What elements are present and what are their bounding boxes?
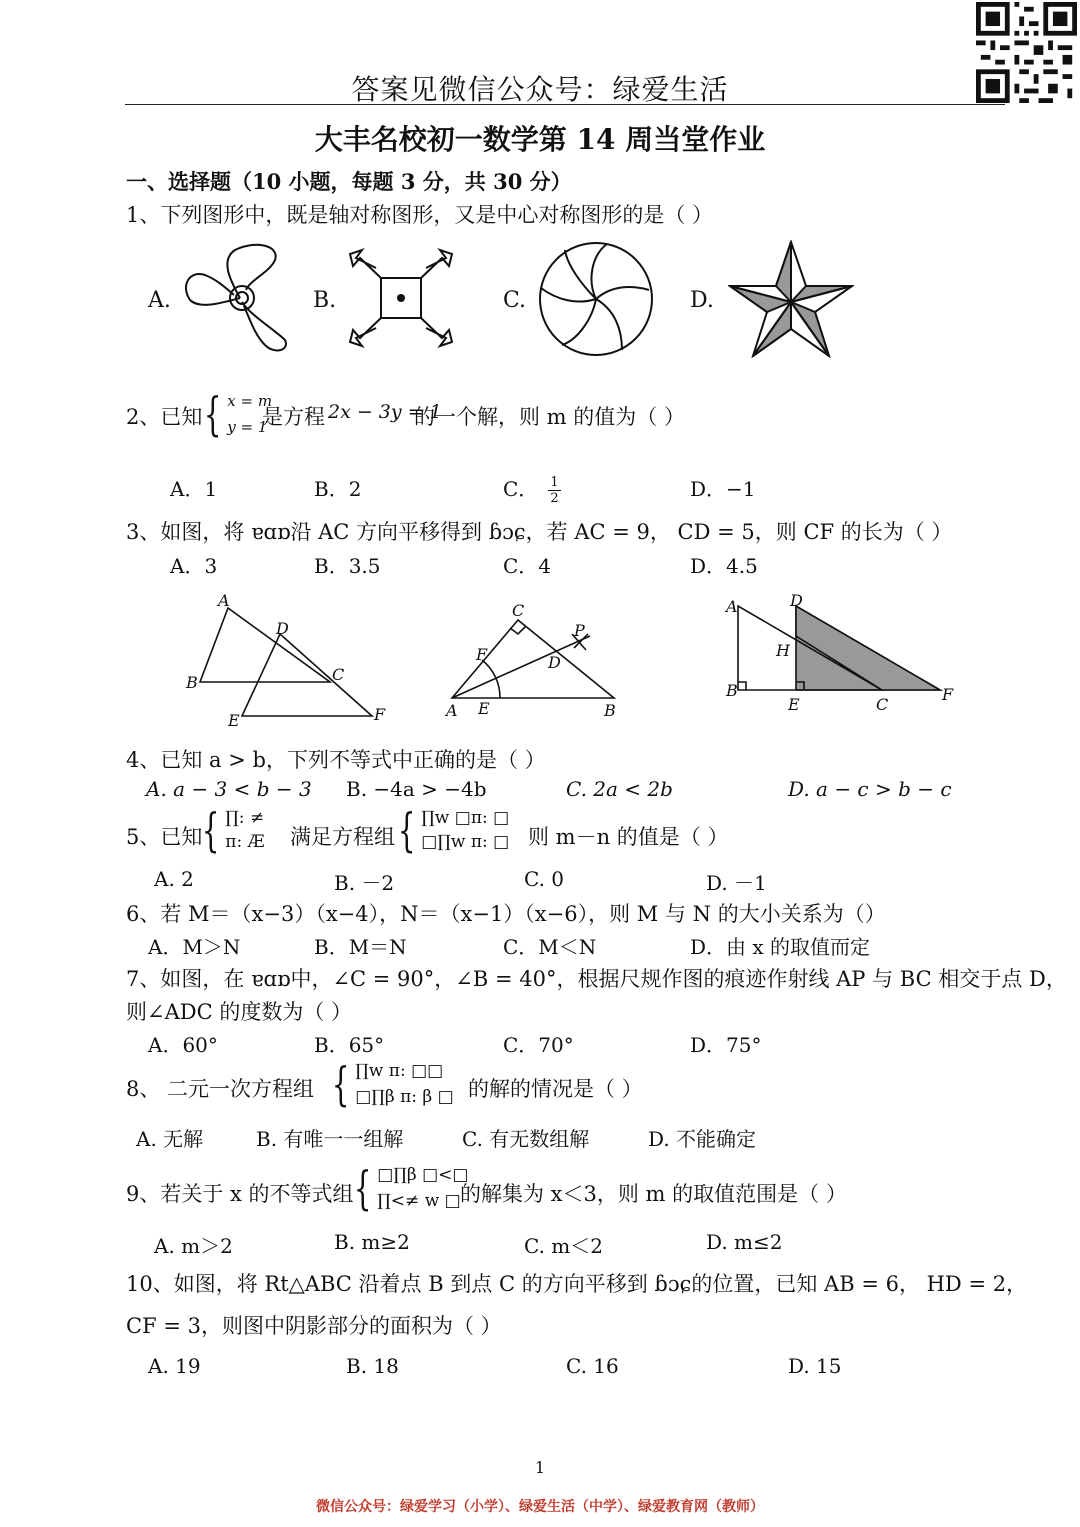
q7-option-a: A．60° <box>148 1033 218 1057</box>
q7-line2: 则∠ADC 的度数为（ ） <box>126 1000 353 1024</box>
fig7-label-b: B <box>604 701 616 720</box>
q3-option-c: C．4 <box>503 554 552 578</box>
q2-option-b: B．2 <box>314 477 362 501</box>
fig10-label-b: B <box>726 681 738 700</box>
q5-system-2: { ∏w □π: □ □∏w π: □ <box>397 803 510 857</box>
q10-option-c: C. 16 <box>566 1354 619 1378</box>
q5-system-1: { ∏: ≠ π: Æ <box>201 803 265 857</box>
q5-mid: 满足方程组 <box>290 825 395 849</box>
q10-option-d: D. 15 <box>788 1354 842 1378</box>
q9-option-a: A. m＞2 <box>154 1234 233 1258</box>
spiral-circle-figure <box>537 240 655 358</box>
q1-label-b: B. <box>313 288 337 313</box>
fig10-label-d: D <box>790 592 803 610</box>
q3-option-d: D．4.5 <box>690 554 758 578</box>
q10-option-a: A. 19 <box>148 1354 201 1378</box>
q9-option-b: B. m≥2 <box>334 1230 410 1254</box>
translation-triangles-figure <box>180 590 400 730</box>
q4-option-d: D. a − c > b − c <box>788 777 952 801</box>
fig7-label-c: C <box>512 601 525 620</box>
q7-option-c: C．70° <box>503 1033 574 1057</box>
q8-option-a: A. 无解 <box>136 1127 204 1151</box>
q4-option-c: C. 2a < 2b <box>566 777 673 801</box>
q5-post: 则 m－n 的值是（ ） <box>528 825 729 849</box>
q2-mid: 是方程 <box>262 405 325 429</box>
q5-pre: 5、已知 <box>126 825 203 849</box>
q8-system: { ∏w π: □□ □∏β π: β □ <box>331 1057 454 1111</box>
fig7-label-p: P <box>574 621 585 640</box>
q3-option-b: B．3.5 <box>314 554 381 578</box>
q10-line2: CF = 3，则图中阴影部分的面积为（ ） <box>126 1314 502 1338</box>
q1-label-a: A. <box>148 288 171 313</box>
q10-line1: 10、如图，将 Rt△ABC 沿着点 B 到点 C 的方向平移到 ɓɔɕ的位置，已知 AB = 6， HD = 2， <box>126 1272 1028 1296</box>
q2-equation: 2x − 3y = 1 <box>328 401 442 423</box>
header-divider <box>125 104 1005 105</box>
q6-stem: 6、若 M＝（x−3）（x−4），N＝（x−1）（x−6），则 M 与 N 的大小关系为（） <box>126 902 886 926</box>
fig3-label-d: D <box>276 619 289 638</box>
q2-option-c: C． $\frac{1}{2}$ <box>503 475 559 506</box>
q3-stem: 3、如图，将 ɐɑɒ沿 AC 方向平移得到 ɓɔɕ，若 AC = 9， CD = 5，则 CF 的长为（ ） <box>126 520 953 544</box>
translated-right-triangles-figure <box>720 592 960 714</box>
q2-pre: 2、已知 <box>126 405 203 429</box>
q5-option-c: C. 0 <box>524 867 565 891</box>
q1-label-c: C. <box>503 288 527 313</box>
angle-bisector-figure <box>440 598 630 723</box>
q5-option-a: A. 2 <box>154 867 194 891</box>
q9-option-c: C. m＜2 <box>524 1234 603 1258</box>
q4-option-a: A. a − 3 < b − 3 <box>146 777 312 801</box>
fig3-label-f: F <box>374 705 386 724</box>
section-heading: 一、选择题（10 小题，每题 3 分，共 30 分） <box>126 169 572 194</box>
q1-label-d: D. <box>690 288 714 313</box>
fig10-label-a: A <box>726 597 738 616</box>
q5-option-d: D. －1 <box>706 871 767 895</box>
fig3-label-c: C <box>332 665 345 684</box>
fig7-label-e: E <box>478 699 490 718</box>
fig7-label-f: F <box>476 645 488 664</box>
q2-system: { x = m y = 1 <box>203 387 273 441</box>
q9-system: { □∏β □<□ ∏<≠ w □ <box>353 1161 469 1215</box>
q6-option-b: B．M＝N <box>314 935 407 959</box>
fig3-label-e: E <box>228 711 240 730</box>
q2-sys-line2: y = 1 <box>227 418 268 436</box>
propeller-figure <box>180 240 300 355</box>
q4-stem: 4、已知 a > b，下列不等式中正确的是（ ） <box>126 748 546 772</box>
cross-figure <box>348 246 454 350</box>
q8-post: 的解的情况是（ ） <box>468 1077 643 1101</box>
fig10-label-c: C <box>876 695 889 714</box>
q10-option-b: B. 18 <box>346 1354 399 1378</box>
q2-option-d: D．−1 <box>690 477 756 501</box>
fig3-label-a: A <box>218 591 230 610</box>
q2-post: 的一个解，则 m 的值为（ ） <box>414 405 685 429</box>
q7-line1: 7、如图，在 ɐɑɒ中，∠C = 90°，∠B = 40°，根据尺规作图的痕迹作射线 AP 与 BC 相交于点 D， <box>126 967 1067 991</box>
fig7-label-d: D <box>548 653 561 672</box>
q2-sys-line1: x = m <box>227 392 273 410</box>
q8-option-b: B. 有唯一一组解 <box>256 1127 404 1151</box>
fig3-label-b: B <box>186 673 198 692</box>
fig10-label-h: H <box>776 641 790 660</box>
q1-stem: 1、下列图形中，既是轴对称图形，又是中心对称图形的是（ ） <box>126 203 714 227</box>
footer-text: 微信公众号：绿爱学习（小学）、绿爱生活（中学）、绿爱教育网（教师） <box>316 1499 764 1515</box>
q6-option-a: A．M＞N <box>148 935 241 959</box>
q8-option-c: C. 有无数组解 <box>462 1127 590 1151</box>
q6-option-d: D．由 x 的取值而定 <box>690 935 871 959</box>
q7-option-d: D．75° <box>690 1033 762 1057</box>
q8-option-d: D. 不能确定 <box>648 1127 757 1151</box>
q4-option-b: B. −4a > −4b <box>346 777 487 801</box>
q9-pre: 9、若关于 x 的不等式组 <box>126 1182 354 1206</box>
star-figure <box>728 240 854 358</box>
q8-pre: 8、 二元一次方程组 <box>126 1077 315 1101</box>
q2-option-a: A．1 <box>170 477 218 501</box>
q6-option-c: C．M＜N <box>503 935 597 959</box>
q9-option-d: D. m≤2 <box>706 1230 783 1254</box>
q9-post: 的解集为 x＜3，则 m 的取值范围是（ ） <box>460 1182 847 1206</box>
q3-option-a: A．3 <box>170 554 218 578</box>
fig10-label-f: F <box>942 685 954 704</box>
header-text: 答案见微信公众号：绿爱生活 <box>351 73 729 106</box>
fig10-label-e: E <box>788 695 800 714</box>
page-title: 大丰名校初一数学第 14 周当堂作业 <box>314 123 766 156</box>
q5-option-b: B. －2 <box>334 871 395 895</box>
q7-option-b: B．65° <box>314 1033 385 1057</box>
page-number: 1 <box>534 1458 546 1477</box>
fig7-label-a: A <box>446 701 458 720</box>
